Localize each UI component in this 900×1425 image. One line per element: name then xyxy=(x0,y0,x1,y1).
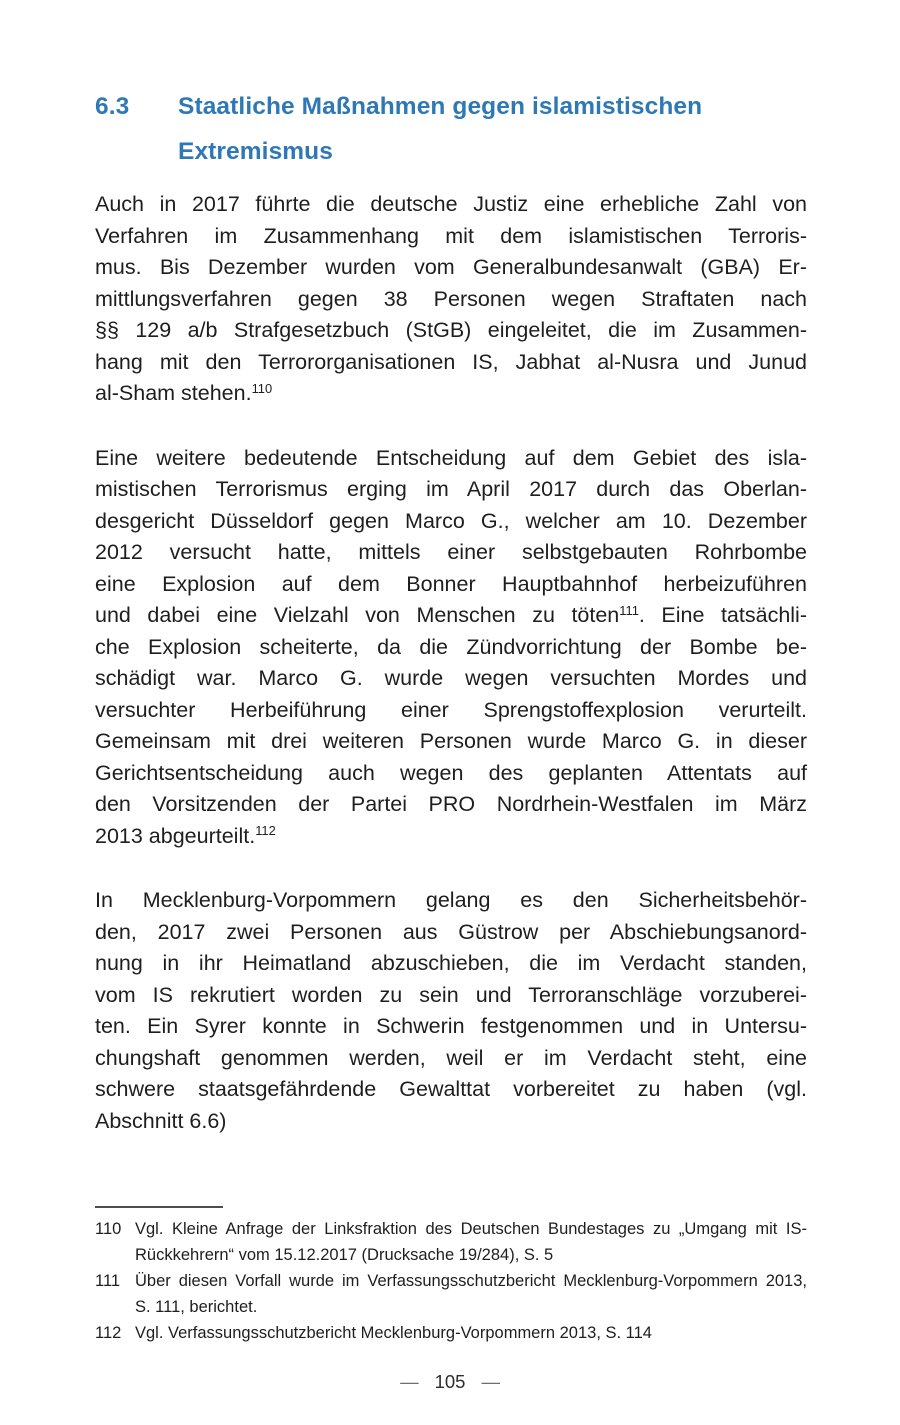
text-line: schwere staatsgefährdende Gewalttat vorbereitet zu haben (vgl. xyxy=(95,1077,807,1101)
footer-dash-left: — xyxy=(400,1371,419,1392)
footnote-line: Über diesen Vorfall wurde im Verfassungsschutzbericht Mecklenburg-Vorpommern 2013, xyxy=(135,1272,807,1290)
text-line: vom IS rekrutiert worden zu sein und Terroranschläge vorzuberei- xyxy=(95,982,807,1007)
text-line: nung in ihr Heimatland abzuschieben, die im Verdacht standen, xyxy=(95,951,807,975)
text-line: che Explosion scheiterte, da die Zündvorrichtung der Bombe be- xyxy=(95,634,807,659)
footnote xyxy=(95,1268,807,1320)
section-heading xyxy=(95,84,807,174)
text-line: schädigt war. Marco G. wurde wegen versuchten Mordes und xyxy=(95,666,807,690)
text-line: al-Sham stehen.$^{110}$ xyxy=(95,380,273,405)
footnote-number: 110 xyxy=(95,1220,122,1238)
footnote xyxy=(95,1216,807,1268)
paragraph xyxy=(95,189,807,410)
footnote-line: S. 111, berichtet. xyxy=(135,1298,258,1316)
text-line: Gemeinsam mit drei weiteren Personen wurde Marco G. in dieser xyxy=(95,729,807,753)
page-footer xyxy=(0,1371,900,1393)
section-title-line-2: Extremismus xyxy=(178,138,333,165)
footnote-reference: 112 xyxy=(255,823,276,839)
text-line: mittlungsverfahren gegen 38 Personen wegen Straftaten nach xyxy=(95,286,807,311)
footnotes-section xyxy=(95,1206,807,1346)
text-line: mus. Bis Dezember wurden vom Generalbundesanwalt (GBA) Er- xyxy=(95,255,807,279)
page-number: 105 xyxy=(434,1371,466,1392)
footnote-divider xyxy=(95,1206,223,1208)
footnote-number: 111 xyxy=(95,1272,121,1290)
footnote-list xyxy=(95,1216,807,1346)
footnote xyxy=(95,1320,807,1346)
paragraph xyxy=(95,443,807,853)
section-title-line-1: Staatliche Maßnahmen gegen islamistischen xyxy=(178,93,703,120)
footnote-reference: 110 xyxy=(251,380,273,396)
footnote-line: Vgl. Kleine Anfrage der Linksfraktion des Deutschen Bundestages zu „Umgang mit IS- xyxy=(135,1220,807,1238)
text-line: ten. Ein Syrer konnte in Schwerin festgenommen und in Untersu- xyxy=(95,1014,807,1038)
footnote-line: Vgl. Verfassungsschutzbericht Mecklenburg-Vorpommern 2013, S. 114 xyxy=(135,1324,652,1342)
text-line: Auch in 2017 führte die deutsche Justiz eine erhebliche Zahl von xyxy=(95,192,807,216)
text-line: Eine weitere bedeutende Entscheidung auf dem Gebiet des isla- xyxy=(95,445,807,470)
text-line: Abschnitt 6.6) xyxy=(95,1108,227,1133)
footnote-number: 112 xyxy=(95,1324,122,1342)
paragraph xyxy=(95,885,807,1137)
text-line: eine Explosion auf dem Bonner Hauptbahnhof herbeizuführen xyxy=(95,571,807,596)
text-line: Verfahren im Zusammenhang mit dem islamistischen Terroris- xyxy=(95,223,807,248)
text-line: 2013 abgeurteilt.$^{112}$ xyxy=(95,823,276,848)
text-line: Gerichtsentscheidung auch wegen des geplanten Attentats auf xyxy=(95,760,807,785)
text-line: mistischen Terrorismus erging im April 2017 durch das Oberlan- xyxy=(95,477,807,501)
footnote-text xyxy=(135,1320,807,1346)
footer-dash-right: — xyxy=(481,1371,500,1392)
text-line: desgericht Düsseldorf gegen Marco G., welcher am 10. Dezember xyxy=(95,508,807,533)
footnote-text xyxy=(135,1216,807,1268)
text-line: In Mecklenburg-Vorpommern gelang es den Sicherheitsbehör- xyxy=(95,888,807,912)
text-line: 2012 versucht hatte, mittels einer selbstgebauten Rohrbombe xyxy=(95,540,807,564)
footnote-text xyxy=(135,1268,807,1320)
body-paragraphs xyxy=(95,189,807,1137)
section-number: 6.3 xyxy=(95,93,130,120)
text-line: und dabei eine Vielzahl von Menschen zu töten$^{111}$. Eine tatsächli- xyxy=(95,602,807,627)
text-line: den Vorsitzenden der Partei PRO Nordrhein-Westfalen im März xyxy=(95,792,807,816)
text-line: chungshaft genommen werden, weil er im Verdacht steht, eine xyxy=(95,1045,807,1070)
text-line: den, 2017 zwei Personen aus Güstrow per Abschiebungsanord- xyxy=(95,919,807,944)
footnote-line: Rückkehrern“ vom 15.12.2017 (Drucksache 19/284), S. 5 xyxy=(135,1246,554,1264)
text-line: §§ 129 a/b Strafgesetzbuch (StGB) eingeleitet, die im Zusammen- xyxy=(95,318,807,342)
text-line: versuchter Herbeiführung einer Sprengstoffexplosion verurteilt. xyxy=(95,697,807,722)
text-line: hang mit den Terrororganisationen IS, Jabhat al-Nusra und Junud xyxy=(95,349,807,374)
footnote-reference: 111 xyxy=(619,602,639,618)
